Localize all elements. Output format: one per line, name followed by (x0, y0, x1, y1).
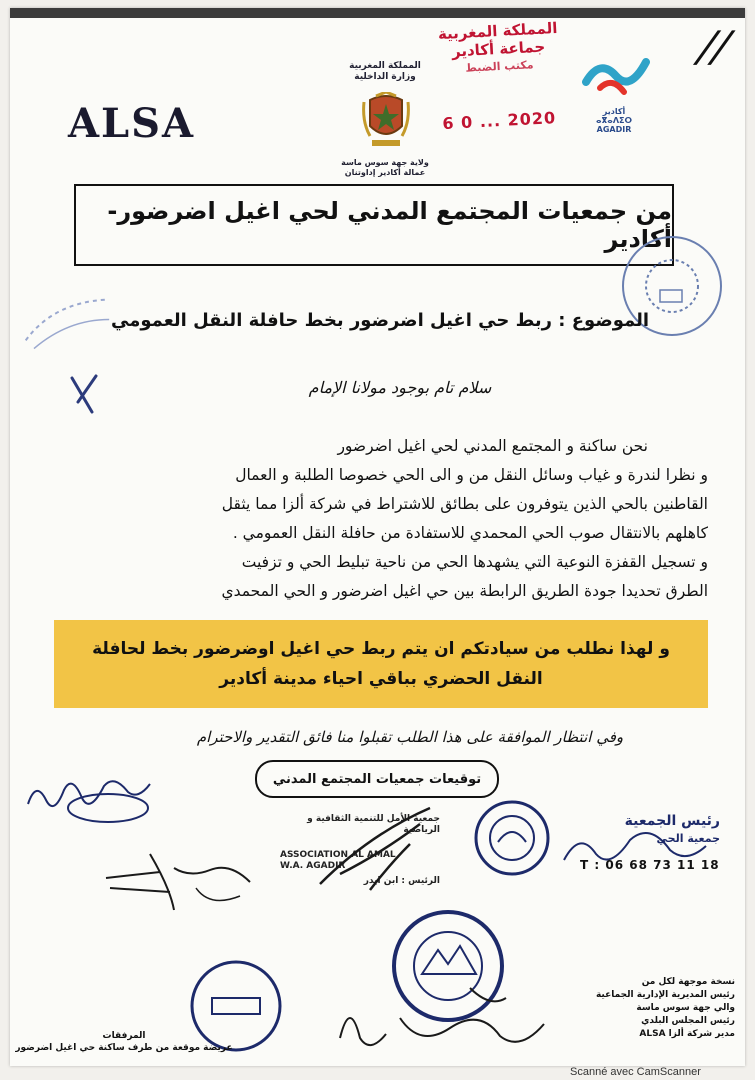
body-line: القاطنين بالحي الذين يتوفرون على بطائق للاشتراط في شركة ألزا مما يثقل (221, 495, 708, 513)
kingdom-header (340, 61, 430, 83)
body-line: و نظرا لندرة و غياب وسائل النقل من و الى الحي خصوصا الطلبة و العمال (235, 466, 708, 484)
letter-body (68, 432, 708, 606)
coat-of-arms-icon (362, 92, 410, 154)
prefecture-line: عمالة أكادير إداوتنان (344, 168, 426, 177)
body-line: الطرق تحديدا جودة الطريق الرابطة بين حي اغيل اضرضور و الحي المحمدي (221, 582, 708, 600)
association-city: W.A. AGADIR (280, 861, 346, 871)
stamp-line: جماعة أكادير (451, 37, 546, 61)
ministry-line: وزارة الداخلية (354, 72, 416, 82)
association-name-fr: ASSOCIATION AL AMAL (280, 850, 396, 860)
association-name-ar: جمعية الأمل للتنمية الثقافية و الرياضية (307, 814, 440, 835)
region-header (330, 158, 440, 178)
alsa-logo: ALSA (68, 100, 196, 147)
region-line: ولاية جهة سوس ماسة (341, 158, 429, 167)
attachments-item: عريضة موقعة من طرف ساكنة حي اغيل اضرضور (15, 1043, 233, 1053)
request-line: النقل الحضري بباقي احياء مدينة أكادير (219, 669, 543, 689)
body-line: نحن ساكنة و المجتمع المدني لحي اغيل اضرضور (337, 437, 648, 455)
signature-left-middle (100, 848, 260, 918)
title-box (74, 184, 674, 266)
body-line: كاهلهم بالانتقال صوب الحي المحمدي للاستفادة من حافلة النقل العمومي . (232, 524, 708, 542)
handwritten-check-icon (68, 372, 108, 425)
attachments-heading: المرفقات (102, 1031, 146, 1041)
check-stroke-icon (68, 372, 108, 416)
attachments-note (14, 1030, 234, 1054)
request-highlight (54, 620, 708, 708)
document-title: من جمعيات المجتمع المدني لحي اغيل اضرضور-أكادير (107, 197, 672, 253)
copy-recipient: والي جهة سوس ماسة (636, 1003, 735, 1013)
document-page (10, 8, 745, 1066)
closing-line: وفي انتظار الموافقة على هذا الطلب تقبلوا منا فائق التقدير والاحترام (196, 728, 624, 746)
stamp-line: المملكة المغربية (437, 18, 558, 44)
agadir-wave-logo-icon (582, 48, 652, 106)
copy-recipients (570, 976, 735, 1041)
round-stamp-icon (642, 256, 702, 316)
agadir-latin: AGADIR (596, 125, 632, 134)
stamp-line: مكتب الضبط (465, 58, 534, 75)
handwritten-marks: // (694, 22, 734, 71)
president-association: جمعية الحي (656, 832, 720, 845)
association-president: الرئيس : ابن ايدر (363, 876, 440, 886)
copy-recipient: رئيس المجلس البلدي (641, 1016, 735, 1026)
president-title: رئيس الجمعية (624, 813, 720, 829)
reception-stamp (417, 18, 582, 134)
camscanner-footer: Scanné avec CamScanner (570, 1066, 701, 1078)
scan-top-edge (10, 8, 745, 18)
copy-recipient: مدير شركة ألزا ALSA (639, 1029, 735, 1039)
agadir-ar: أكادير (602, 107, 626, 116)
signatures-label: توقيعات جمعيات المجتمع المدني (255, 760, 499, 798)
subject-line: الموضوع : ربط حي اغيل اضرضور بخط حافلة النقل العمومي (111, 310, 649, 331)
copy-recipient: رئيس المديرية الإدارية الجماعية (595, 990, 735, 1000)
association-round-seal-icon (472, 798, 552, 878)
copy-heading: نسخة موجهة لكل من (641, 977, 735, 987)
greeting: سلام تام بوجود مولانا الإمام (308, 378, 492, 397)
signature-center (310, 804, 440, 894)
agadir-wordmark (584, 107, 644, 134)
phone-number: T : 06 68 73 11 18 (580, 858, 720, 872)
kingdom-line: المملكة المغربية (349, 61, 421, 71)
body-line: و تسجيل القفزة النوعية التي يشهدها الحي من ناحية تبليط الحي و تزفيت (241, 553, 708, 571)
signature-left-top (24, 770, 154, 830)
agadir-tifinagh: ⴰⴳⴰⴷⵉⵔ (595, 116, 633, 125)
signature-bottom (330, 978, 550, 1058)
stamp-date: 2020 ... 0 6 (441, 108, 557, 134)
request-line: و لهذا نطلب من سيادتكم ان يتم ربط حي اغيل اوضرضور بخط لحافلة (92, 639, 670, 659)
